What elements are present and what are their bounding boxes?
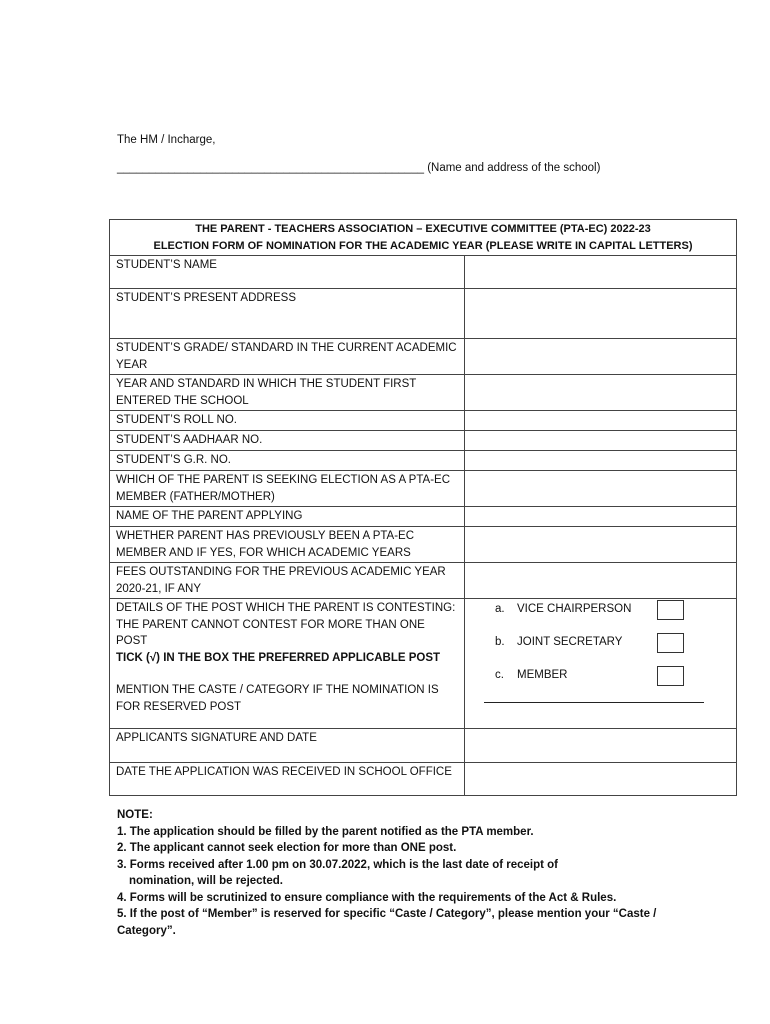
- field-label-parent-name: NAME OF THE PARENT APPLYING: [110, 507, 465, 527]
- field-label-received-date: DATE THE APPLICATION WAS RECEIVED IN SCHOOL OFFICE: [110, 763, 465, 796]
- joint-secretary-checkbox[interactable]: [657, 633, 684, 653]
- field-label-signature: APPLICANTS SIGNATURE AND DATE: [110, 729, 465, 763]
- note-item-continuation: nomination, will be rejected.: [129, 875, 283, 887]
- caste-category-input-line[interactable]: [484, 702, 704, 703]
- field-input-roll-no[interactable]: [465, 411, 737, 431]
- form-title-line2: ELECTION FORM OF NOMINATION FOR THE ACADEMIC YEAR (PLEASE WRITE IN CAPITAL LETTERS): [153, 239, 693, 252]
- option-vice-chairperson: [465, 599, 736, 632]
- form-title-line1: THE PARENT - TEACHERS ASSOCIATION – EXECUTIVE COMMITTEE (PTA-EC) 2022-23: [195, 223, 651, 235]
- note-item: 4. Forms will be scrutinized to ensure compliance with the requirements of the Act & Rules.: [117, 891, 617, 904]
- school-name-address-line: ________________________________________________ (Name and address of the school): [117, 162, 601, 174]
- option-label: JOINT SECRETARY: [517, 636, 623, 648]
- note-item: 3. Forms received after 1.00 pm on 30.07.2022, which is the last date of receipt of: [117, 858, 559, 871]
- field-label-gr-no: STUDENT’S G.R. NO.: [110, 451, 465, 471]
- notes-heading: NOTE:: [117, 809, 153, 821]
- form-title: [110, 220, 737, 256]
- notes-section: [117, 807, 677, 939]
- field-label-roll-no: STUDENT’S ROLL NO.: [110, 411, 465, 431]
- field-input-student-name[interactable]: [465, 256, 737, 289]
- field-label-fees-outstanding: FEES OUTSTANDING FOR THE PREVIOUS ACADEMIC YEAR 2020-21, IF ANY: [110, 563, 465, 599]
- field-input-aadhaar[interactable]: [465, 431, 737, 451]
- field-label-parent-seeking: WHICH OF THE PARENT IS SEEKING ELECTION AS A PTA-EC MEMBER (FATHER/MOTHER): [110, 471, 465, 507]
- option-joint-secretary: [465, 632, 736, 665]
- post-details-label: DETAILS OF THE POST WHICH THE PARENT IS CONTESTING:: [116, 602, 456, 614]
- option-letter: b.: [495, 636, 505, 648]
- tick-instruction: TICK (√) IN THE BOX THE PREFERRED APPLICABLE POST: [116, 651, 441, 664]
- field-input-signature[interactable]: [465, 729, 737, 763]
- option-letter: a.: [495, 603, 505, 615]
- field-input-previous-member[interactable]: [465, 527, 737, 563]
- caste-category-label: MENTION THE CASTE / CATEGORY IF THE NOMINATION IS FOR RESERVED POST: [116, 684, 439, 713]
- member-checkbox[interactable]: [657, 666, 684, 686]
- field-input-received-date[interactable]: [465, 763, 737, 796]
- note-item: 2. The applicant cannot seek election for more than ONE post.: [117, 842, 457, 854]
- field-label-grade: STUDENT’S GRADE/ STANDARD IN THE CURRENT ACADEMIC YEAR: [110, 339, 465, 375]
- field-label-first-entered: YEAR AND STANDARD IN WHICH THE STUDENT FIRST ENTERED THE SCHOOL: [110, 375, 465, 411]
- option-letter: c.: [495, 669, 504, 681]
- field-label-student-name: STUDENT’S NAME: [110, 256, 465, 289]
- option-label: VICE CHAIRPERSON: [517, 603, 632, 615]
- post-one-only-note: THE PARENT CANNOT CONTEST FOR MORE THAN ONE POST: [116, 618, 425, 647]
- addressee-line: The HM / Incharge,: [117, 134, 216, 146]
- post-details-cell: [110, 599, 465, 729]
- note-item: 1. The application should be filled by the parent notified as the PTA member.: [117, 825, 534, 838]
- field-input-parent-name[interactable]: [465, 507, 737, 527]
- nomination-form-table: [109, 219, 737, 796]
- post-options-cell: [465, 599, 737, 729]
- field-input-parent-seeking[interactable]: [465, 471, 737, 507]
- field-input-fees-outstanding[interactable]: [465, 563, 737, 599]
- field-input-grade[interactable]: [465, 339, 737, 375]
- option-label: MEMBER: [517, 669, 568, 681]
- field-input-first-entered[interactable]: [465, 375, 737, 411]
- option-member: [465, 665, 736, 698]
- vice-chairperson-checkbox[interactable]: [657, 600, 684, 620]
- field-input-student-address[interactable]: [465, 289, 737, 339]
- note-item: 5. If the post of “Member” is reserved for specific “Caste / Category”, please mention your “Caste / Category”.: [117, 908, 657, 937]
- field-label-student-address: STUDENT’S PRESENT ADDRESS: [110, 289, 465, 339]
- field-label-aadhaar: STUDENT’S AADHAAR NO.: [110, 431, 465, 451]
- field-label-previous-member: WHETHER PARENT HAS PREVIOUSLY BEEN A PTA-EC MEMBER AND IF YES, FOR WHICH ACADEMIC YEARS: [110, 527, 465, 563]
- field-input-gr-no[interactable]: [465, 451, 737, 471]
